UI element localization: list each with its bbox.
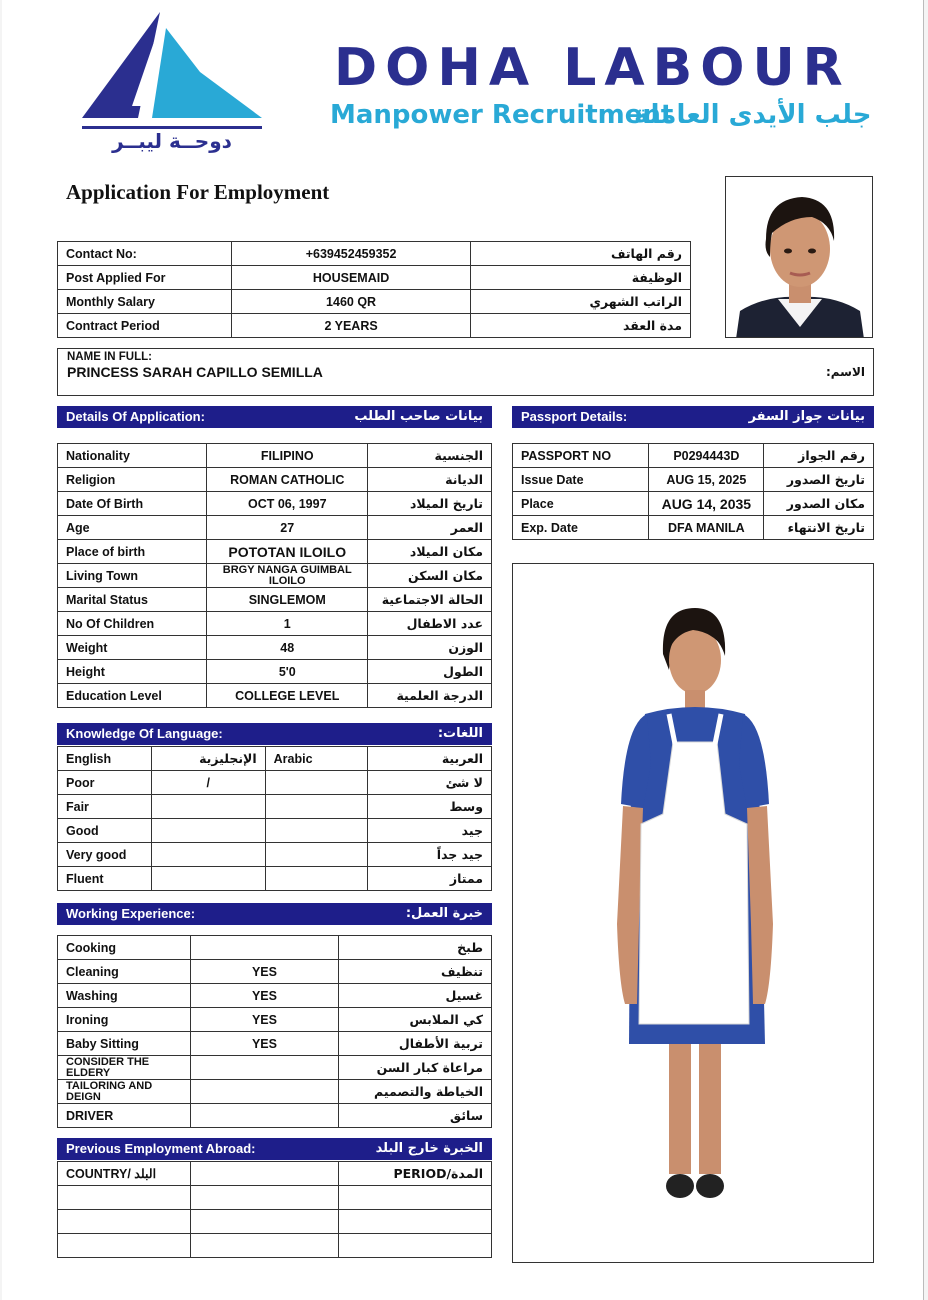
details-row	[58, 444, 492, 468]
details-value: 27	[207, 516, 368, 540]
previous-cell	[58, 1186, 191, 1210]
details-label: Weight	[58, 636, 207, 660]
experience-row	[58, 1104, 492, 1128]
full-name-value: PRINCESS SARAH CAPILLO SEMILLA	[67, 364, 323, 380]
details-header-text: Details Of Application:	[66, 408, 205, 424]
experience-label-arabic: كي الملابس	[339, 1008, 492, 1032]
language-header-arabic: اللغات:	[437, 725, 483, 741]
experience-header-arabic: خبرة العمل:	[405, 905, 483, 921]
language-level-label: Fluent	[58, 867, 152, 891]
passport-label-arabic: تاريخ الانتهاء	[764, 516, 874, 540]
contact-label-arabic: الوظيفة	[471, 266, 691, 290]
contact-label-arabic: الراتب الشهري	[471, 290, 691, 314]
experience-label: Ironing	[58, 1008, 191, 1032]
details-label-arabic: الجنسية	[368, 444, 492, 468]
details-label: Religion	[58, 468, 207, 492]
language-level-arabic: جيد جداً	[368, 843, 492, 867]
details-value: 48	[207, 636, 368, 660]
contact-label: Contact No:	[58, 242, 232, 266]
arabic-level-mark	[265, 843, 368, 867]
previous-employment-table	[57, 1161, 492, 1258]
details-label-arabic: تاريخ الميلاد	[368, 492, 492, 516]
doha-labour-logo	[72, 8, 272, 158]
application-form-page	[2, 0, 924, 1300]
details-value: COLLEGE LEVEL	[207, 684, 368, 708]
passport-value: P0294443D	[649, 444, 764, 468]
full-body-photo	[512, 563, 874, 1263]
details-label: Height	[58, 660, 207, 684]
language-row	[58, 843, 492, 867]
experience-row	[58, 936, 492, 960]
contact-row	[58, 266, 691, 290]
language-header	[57, 723, 492, 745]
language-level-arabic: ممتاز	[368, 867, 492, 891]
experience-value: YES	[190, 960, 338, 984]
experience-label-arabic: تنظيف	[339, 960, 492, 984]
experience-value	[190, 936, 338, 960]
headshot-photo	[725, 176, 873, 338]
details-label-arabic: عدد الاطفال	[368, 612, 492, 636]
previous-cell	[339, 1210, 492, 1234]
arabic-level-mark	[265, 867, 368, 891]
language-row	[58, 771, 492, 795]
experience-value: YES	[190, 1008, 338, 1032]
details-row	[58, 468, 492, 492]
previous-cell	[190, 1210, 338, 1234]
language-level-arabic: جيد	[368, 819, 492, 843]
details-label: Nationality	[58, 444, 207, 468]
details-value: 1	[207, 612, 368, 636]
previous-cell	[190, 1186, 338, 1210]
contact-row	[58, 314, 691, 338]
details-label: Marital Status	[58, 588, 207, 612]
previous-cell	[190, 1234, 338, 1258]
contact-row	[58, 290, 691, 314]
brand-subtitle-arabic: جلب الأيدى العاملة	[634, 100, 872, 130]
details-label-arabic: الحالة الاجتماعية	[368, 588, 492, 612]
language-level-arabic: لا شئ	[368, 771, 492, 795]
previous-blank-cell	[190, 1162, 338, 1186]
contact-label: Monthly Salary	[58, 290, 232, 314]
arabic-level-mark	[265, 819, 368, 843]
details-header	[57, 406, 492, 428]
details-row	[58, 516, 492, 540]
details-value: SINGLEMOM	[207, 588, 368, 612]
english-level-mark: /	[151, 771, 265, 795]
experience-header-text: Working Experience:	[66, 905, 196, 921]
english-label: English	[58, 747, 152, 771]
language-level-label: Good	[58, 819, 152, 843]
passport-label-arabic: تاريخ الصدور	[764, 468, 874, 492]
previous-header-text: Previous Employment Abroad:	[66, 1140, 256, 1156]
details-value: POTOTAN ILOILO	[207, 540, 368, 564]
details-table	[57, 443, 492, 708]
language-header-text: Knowledge Of Language:	[66, 725, 223, 741]
experience-header	[57, 903, 492, 925]
brand-title: DOHA LABOUR	[334, 38, 851, 98]
experience-label: Cooking	[58, 936, 191, 960]
contact-row	[58, 242, 691, 266]
contact-value: +639452459352	[231, 242, 471, 266]
full-name-box	[57, 348, 874, 396]
experience-row	[58, 1080, 492, 1104]
experience-label: DRIVER	[58, 1104, 191, 1128]
experience-label: CONSIDER THE ELDERY	[58, 1056, 191, 1080]
passport-label: Issue Date	[513, 468, 649, 492]
language-table	[57, 746, 492, 891]
details-row	[58, 684, 492, 708]
experience-label-arabic: غسيل	[339, 984, 492, 1008]
experience-table	[57, 935, 492, 1128]
experience-label-arabic: الخياطة والتصميم	[339, 1080, 492, 1104]
english-level-mark	[151, 819, 265, 843]
language-header-row	[58, 747, 492, 771]
previous-cell	[58, 1234, 191, 1258]
experience-label-arabic: مراعاة كبار السن	[339, 1056, 492, 1080]
previous-cell	[58, 1210, 191, 1234]
brand-subtitle: Manpower Recruitment	[330, 100, 674, 130]
form-title: Application For Employment	[66, 180, 330, 204]
details-row	[58, 588, 492, 612]
experience-value	[190, 1080, 338, 1104]
details-label-arabic: الديانة	[368, 468, 492, 492]
full-name-label: NAME IN FULL:	[67, 351, 152, 363]
contact-label: Post Applied For	[58, 266, 232, 290]
passport-label: Place	[513, 492, 649, 516]
language-row	[58, 795, 492, 819]
details-label-arabic: الوزن	[368, 636, 492, 660]
experience-label-arabic: تربية الأطفال	[339, 1032, 492, 1056]
details-row	[58, 540, 492, 564]
passport-row	[513, 516, 874, 540]
experience-label-arabic: سائق	[339, 1104, 492, 1128]
details-value: OCT 06, 1997	[207, 492, 368, 516]
english-label-arabic: الإنجليزية	[151, 747, 265, 771]
previous-cell	[339, 1186, 492, 1210]
experience-label: Baby Sitting	[58, 1032, 191, 1056]
contact-value: HOUSEMAID	[231, 266, 471, 290]
passport-label: PASSPORT NO	[513, 444, 649, 468]
previous-row	[58, 1186, 492, 1210]
details-value: FILIPINO	[207, 444, 368, 468]
previous-cell	[339, 1234, 492, 1258]
contact-value: 1460 QR	[231, 290, 471, 314]
language-row	[58, 867, 492, 891]
passport-table	[512, 443, 874, 540]
experience-label: Washing	[58, 984, 191, 1008]
contact-table	[57, 241, 691, 338]
passport-header-text: Passport Details:	[521, 408, 628, 424]
language-row	[58, 819, 492, 843]
passport-row	[513, 444, 874, 468]
contact-label-arabic: مدة العقد	[471, 314, 691, 338]
details-value: ROMAN CATHOLIC	[207, 468, 368, 492]
english-level-mark	[151, 795, 265, 819]
language-level-label: Very good	[58, 843, 152, 867]
details-label-arabic: الدرجة العلمية	[368, 684, 492, 708]
previous-row	[58, 1210, 492, 1234]
country-label: COUNTRY/ البلد	[58, 1162, 191, 1186]
passport-header-arabic: بيانات جواز السفر	[748, 408, 865, 424]
experience-row	[58, 1056, 492, 1080]
english-level-mark	[151, 843, 265, 867]
previous-header-row	[58, 1162, 492, 1186]
details-row	[58, 564, 492, 588]
experience-row	[58, 960, 492, 984]
previous-header-arabic: الخبرة خارج البلد	[375, 1140, 483, 1156]
arabic-level-mark	[265, 771, 368, 795]
contact-value: 2 YEARS	[231, 314, 471, 338]
passport-label-arabic: رقم الجواز	[764, 444, 874, 468]
details-value: 5'0	[207, 660, 368, 684]
arabic-level-mark	[265, 795, 368, 819]
experience-value	[190, 1056, 338, 1080]
logo-arabic-text: دوحــة ليبــر	[112, 129, 232, 153]
arabic-label-arabic: العربية	[368, 747, 492, 771]
details-label-arabic: مكان الميلاد	[368, 540, 492, 564]
details-label: Living Town	[58, 564, 207, 588]
full-name-arabic-label: الاسم:	[825, 365, 865, 379]
experience-row	[58, 1032, 492, 1056]
contact-label-arabic: رقم الهاتف	[471, 242, 691, 266]
passport-row	[513, 492, 874, 516]
passport-value: AUG 14, 2035	[649, 492, 764, 516]
previous-employment-header	[57, 1138, 492, 1160]
experience-label-arabic: طبخ	[339, 936, 492, 960]
details-label-arabic: الطول	[368, 660, 492, 684]
passport-row	[513, 468, 874, 492]
passport-label: Exp. Date	[513, 516, 649, 540]
details-label-arabic: العمر	[368, 516, 492, 540]
experience-label: TAILORING AND DEIGN	[58, 1080, 191, 1104]
experience-row	[58, 1008, 492, 1032]
details-label: No Of Children	[58, 612, 207, 636]
details-row	[58, 636, 492, 660]
passport-header	[512, 406, 874, 428]
details-row	[58, 612, 492, 636]
experience-row	[58, 984, 492, 1008]
experience-value: YES	[190, 984, 338, 1008]
english-level-mark	[151, 867, 265, 891]
passport-label-arabic: مكان الصدور	[764, 492, 874, 516]
details-label: Date Of Birth	[58, 492, 207, 516]
previous-row	[58, 1234, 492, 1258]
details-label-arabic: مكان السكن	[368, 564, 492, 588]
passport-value: DFA MANILA	[649, 516, 764, 540]
details-label: Education Level	[58, 684, 207, 708]
details-label: Place of birth	[58, 540, 207, 564]
passport-value: AUG 15, 2025	[649, 468, 764, 492]
arabic-label: Arabic	[265, 747, 368, 771]
details-header-arabic: بيانات صاحب الطلب	[354, 408, 483, 424]
language-level-label: Fair	[58, 795, 152, 819]
language-level-label: Poor	[58, 771, 152, 795]
contact-label: Contract Period	[58, 314, 232, 338]
details-value: BRGY NANGA GUIMBAL ILOILO	[207, 564, 368, 588]
experience-value: YES	[190, 1032, 338, 1056]
experience-value	[190, 1104, 338, 1128]
language-level-arabic: وسط	[368, 795, 492, 819]
experience-label: Cleaning	[58, 960, 191, 984]
period-label: PERIOD/المدة	[339, 1162, 492, 1186]
details-label: Age	[58, 516, 207, 540]
details-row	[58, 660, 492, 684]
details-row	[58, 492, 492, 516]
